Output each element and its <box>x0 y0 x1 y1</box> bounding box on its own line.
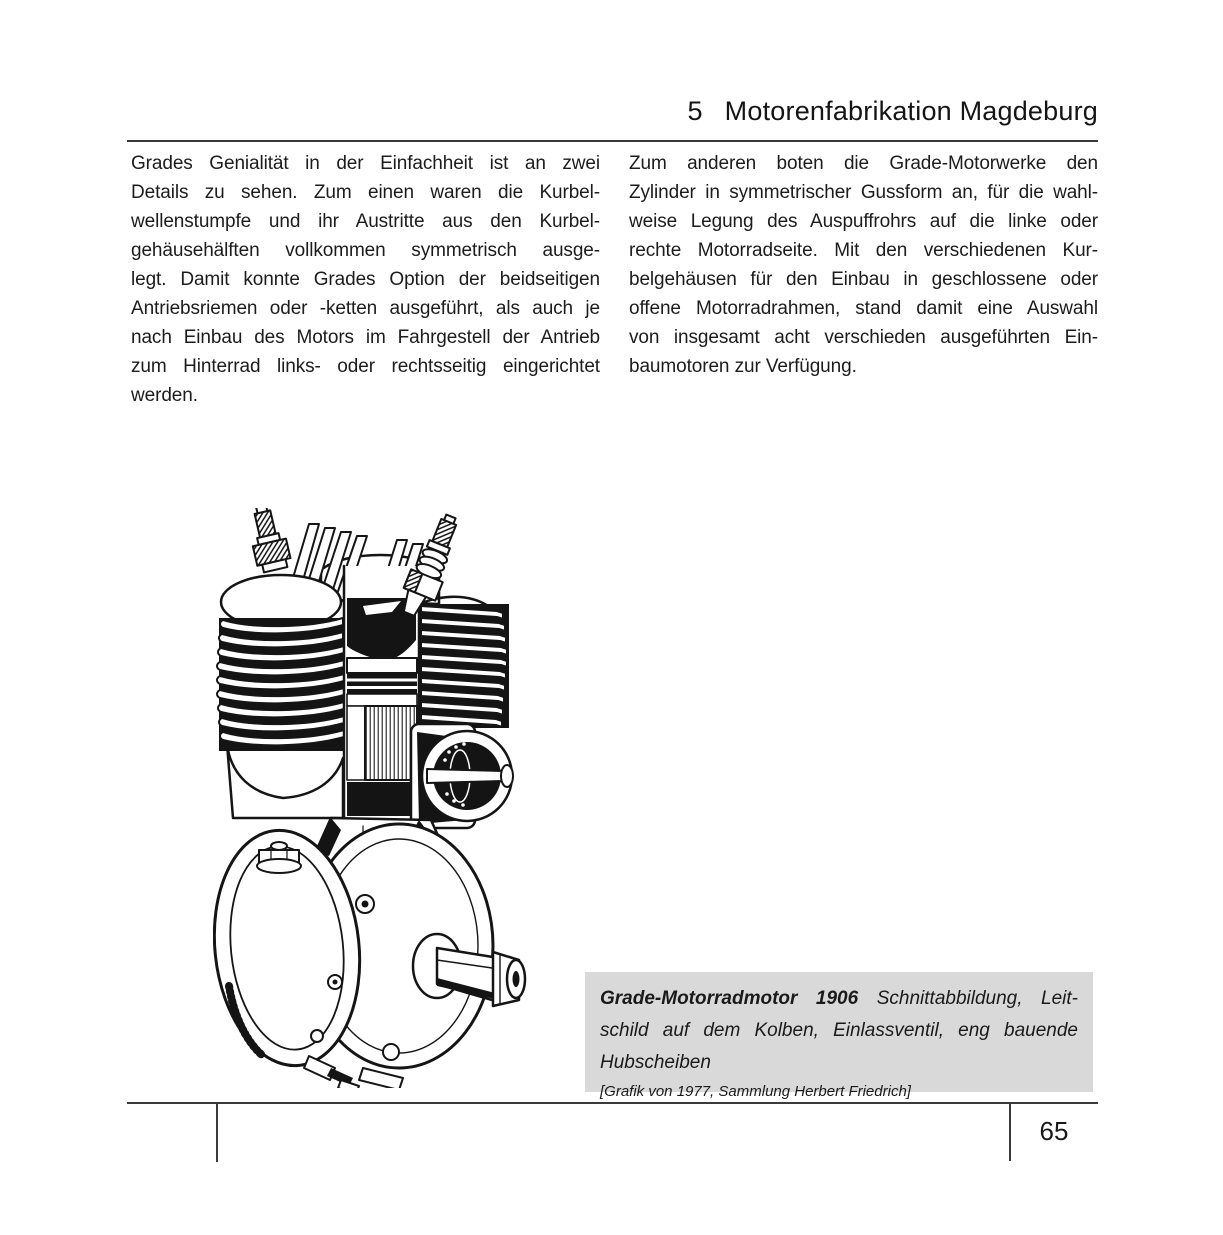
chapter-number: 5 <box>687 96 703 126</box>
text-line: Zum anderen boten die Grade-Motorwerke den <box>629 153 1098 174</box>
text-line: belgehäusen für den Einbau in geschlossene oder <box>629 269 1098 290</box>
caption-line: schild auf dem Kolben, Einlassventil, eng bauende <box>600 1020 1078 1041</box>
text-line: von insgesamt acht verschieden ausgeführten Ein- <box>629 327 1098 348</box>
text-line: nach Einbau des Motors im Fahrgestell der Antrieb <box>131 327 600 348</box>
chapter-header <box>127 96 1098 127</box>
caption-title: Grade-Motorradmotor 1906 <box>600 988 859 1009</box>
text-line: baumotoren zur Verfügung. <box>629 356 857 377</box>
footer-rule <box>127 1102 1098 1104</box>
text-line: wellenstumpfe und ihr Austritte aus den Kurbel- <box>131 211 600 232</box>
text-line: werden. <box>131 385 198 406</box>
text-line: Zylinder in symmetrischer Gussform an, für die wahl- <box>629 182 1098 203</box>
body-column-left <box>131 149 600 410</box>
caption-credit: [Grafik von 1977, Sammlung Herbert Friedrich] <box>600 1083 911 1100</box>
figure-caption <box>585 972 1093 1100</box>
text-line: Antriebsriemen oder -ketten ausgeführt, als auch je <box>131 298 600 319</box>
caption-line: Hubscheiben <box>600 1052 711 1073</box>
engine-cutaway-figure <box>213 508 528 1088</box>
engine-cutaway-illustration <box>213 508 528 1088</box>
text-line: legt. Damit konnte Grades Option der beidseitigen <box>131 269 600 290</box>
header-rule <box>127 140 1098 142</box>
text-line: Grades Genialität in der Einfachheit ist an zwei <box>131 153 600 174</box>
text-line: zum Hinterrad links- oder rechtsseitig eingerichtet <box>131 356 600 377</box>
caption-line <box>600 983 1078 1015</box>
text-line: offene Motorradrahmen, stand damit eine Auswahl <box>629 298 1098 319</box>
caption-title-rest: Schnittabbildung, Leit- <box>876 988 1078 1009</box>
text-line: weise Legung des Auspuffrohrs auf die linke oder <box>629 211 1098 232</box>
text-line: rechte Motorradseite. Mit den verschiedenen Kur- <box>629 240 1098 261</box>
page-number: 65 <box>1039 1116 1069 1146</box>
body-column-right <box>629 149 1098 381</box>
chapter-title: Motorenfabrikation Magdeburg <box>724 96 1098 126</box>
text-line: gehäusehälften vollkommen symmetrisch ausge- <box>131 240 600 261</box>
text-line: Details zu sehen. Zum einen waren die Kurbel- <box>131 182 600 203</box>
footer-tick-left <box>216 1102 218 1162</box>
